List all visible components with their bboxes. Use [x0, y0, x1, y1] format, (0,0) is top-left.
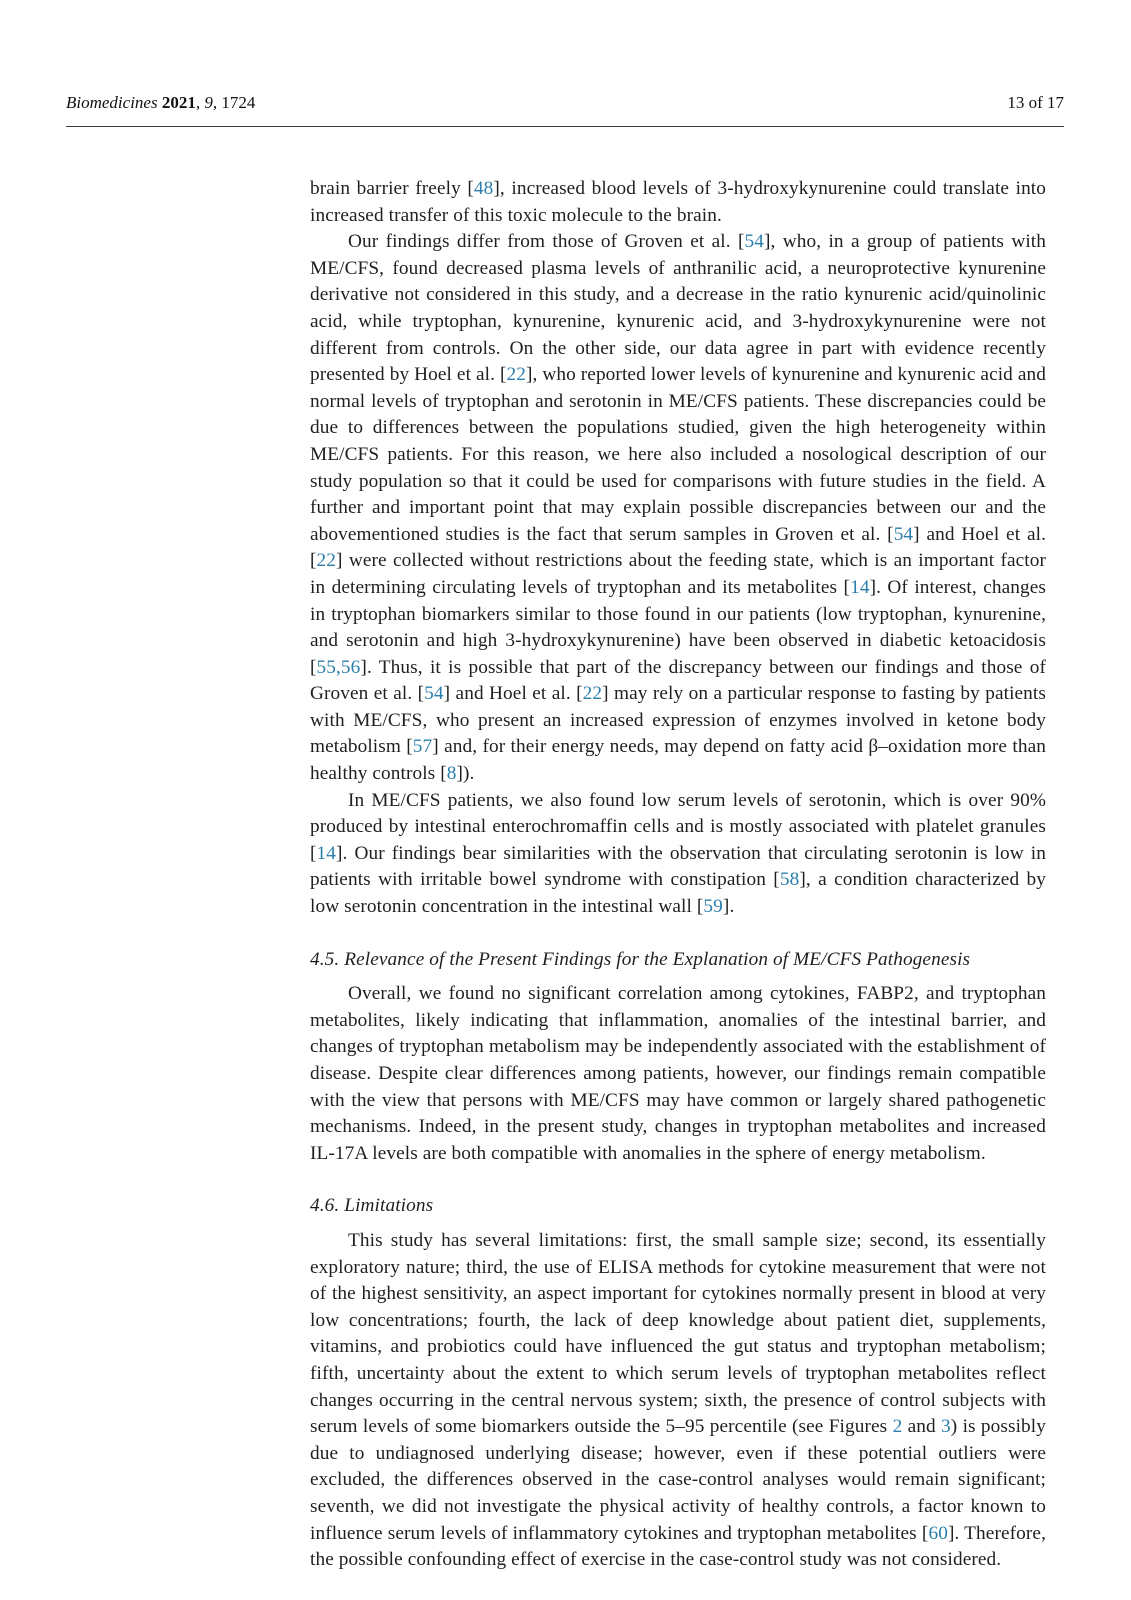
figure-link[interactable]: 3 — [941, 1416, 951, 1438]
citation-link[interactable]: 14 — [316, 842, 337, 864]
running-head — [66, 93, 1064, 113]
paragraph: brain barrier freely [48], increased blood levels of 3-hydroxykynurenine could translate into increased transfer of this toxic molecule to the brain. — [310, 178, 1047, 226]
section-heading: 4.6. Limitations — [310, 1195, 434, 1217]
citation-link[interactable]: 22 — [316, 550, 337, 572]
paragraph: Overall, we found no significant correlation among cytokines, FABP2, and tryptophan metabolites, likely indicating that inflammation, anomalies of the intestinal barrier, and changes of tryptophan metabolism may be independently associated with the establishment of disease. Despite clear differences among patients, however, our findings remain compatible with the view that persons with ME/CFS may have common or largely shared pathogenetic mechanisms. Indeed, in the present study, changes in tryptophan metabolites and increased IL-17A levels are both compatible with anomalies in the sphere of energy metabolism. — [310, 983, 1046, 1164]
citation-link[interactable]: 54 — [424, 683, 444, 705]
header-divider — [66, 126, 1064, 127]
citation-link[interactable]: 59 — [703, 896, 723, 918]
journal-volume: 9 — [204, 93, 213, 112]
citation-link[interactable]: 22 — [506, 364, 526, 386]
citation-link[interactable]: 58 — [779, 869, 800, 891]
journal-name: Biomedicines — [66, 93, 158, 112]
journal-year: 2021 — [161, 93, 196, 112]
citation-link[interactable]: 22 — [582, 683, 603, 705]
section-heading: 4.5. Relevance of the Present Findings for the Explanation of ME/CFS Pathogenesis — [310, 948, 971, 970]
citation-link[interactable]: 14 — [850, 576, 870, 598]
citation-link[interactable]: 54 — [744, 231, 764, 253]
citation-link[interactable]: 54 — [893, 523, 914, 545]
paragraph: Our findings differ from those of Groven et al. [54], who, in a group of patients with ME/CFS, found decreased plasma levels of anthranilic acid, a neuroprotective kynurenine derivative not considered in this study, and a decrease in the ratio kynurenic acid/quinolinic acid, while tryptophan, kynurenine, kynurenic acid, and 3-hydroxykynurenine were not different from controls. On the other side, our data agree in part with evidence recently presented by Hoel et al. [22], who reported lower levels of kynurenine and kynurenic acid and normal levels of tryptophan and serotonin in ME/CFS patients. These discrepancies could be due to differences between the populations studied, given the high heterogeneity within ME/CFS patients. For this reason, we here also included a nosological description of our study population so that it could be used for comparisons with future studies in the field. A further and important point that may explain possible discrepancies between our and the abovementioned studies is the fact that serum samples in Groven et al. [54] and Hoel et al. [22] were collected without restrictions about the feeding state, which is an important factor in determining circulating levels of tryptophan and its metabolites [14]. Of interest, changes in tryptophan biomarkers similar to those found in our patients (low tryptophan, kynurenine, and serotonin and high 3-hydroxykynurenine) have been observed in diabetic ketoacidosis [55,56]. Thus, it is possible that part of the discrepancy between our findings and those of Groven et al. [54] and Hoel et al. [22] may rely on a particular response to fasting by patients with ME/CFS, who present an increased expression of enzymes involved in ketone body metabolism [57] and, for their energy needs, may depend on fatty acid β–oxidation more than healthy controls [8]). — [310, 231, 1047, 785]
paragraph: This study has several limitations: first, the small sample size; second, its essentially exploratory nature; third, the use of ELISA methods for cytokine measurement that were not of the highest sensitivity, an aspect important for cytokines normally present in blood at very low concentrations; fourth, the lack of deep knowledge about patient diet, supplements, vitamins, and probiotics could have influenced the gut status and tryptophan metabolism; fifth, uncertainty about the extent to which serum levels of tryptophan metabolites reflect changes occurring in the central nervous system; sixth, the presence of control subjects with serum levels of some biomarkers outside the 5–95 percentile (see Figures 2 and 3) is possibly due to undiagnosed underlying disease; however, even if these potential outliers were excluded, the differences observed in the case-control analyses would remain significant; seventh, we did not investigate the physical activity of healthy controls, a factor known to influence serum levels of inflammatory cytokines and tryptophan metabolites [60]. Therefore, the possible confounding effect of exercise in the case-control study was not considered. — [310, 1229, 1046, 1571]
citation-link[interactable]: 48 — [473, 178, 494, 199]
citation-link[interactable]: 55,56 — [316, 656, 361, 678]
figure-link[interactable]: 2 — [892, 1416, 903, 1438]
journal-article-number: , 1724 — [212, 93, 256, 112]
article-body — [310, 176, 1046, 1574]
citation-link[interactable]: 57 — [412, 736, 433, 758]
paragraph: In ME/CFS patients, we also found low serum levels of serotonin, which is over 90% produced by intestinal enterochromaffin cells and is mostly associated with platelet granules [14]. Our findings bear similarities with the observation that circulating serotonin is low in patients with irritable bowel syndrome with constipation [58], a condition characterized by low serotonin concentration in the intestinal wall [59]. — [310, 789, 1047, 918]
citation-link[interactable]: 8 — [446, 763, 457, 785]
page-indicator: 13 of 17 — [1007, 93, 1064, 112]
journal-citation: Biomedicines 2021, 9, 1724 — [66, 93, 256, 112]
citation-link[interactable]: 60 — [928, 1522, 948, 1544]
